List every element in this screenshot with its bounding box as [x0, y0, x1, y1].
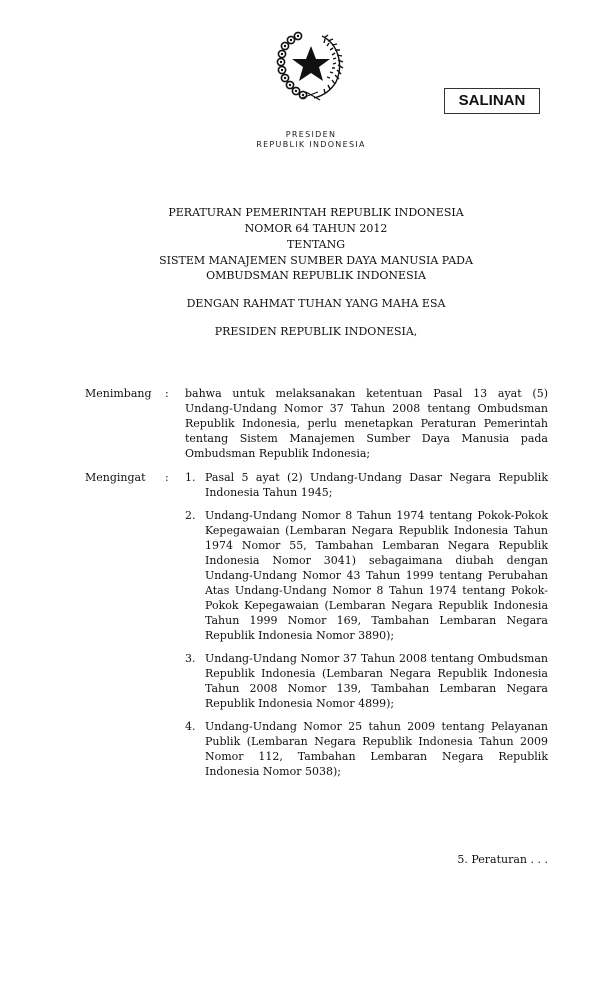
list-item — [185, 719, 548, 779]
list-number: 1. — [185, 471, 196, 484]
menimbang-text: bahwa untuk melaksanakan ketentuan Pasal 13 ayat (5) Undang-Undang Nomor 37 Tahun 2008 tentang Ombudsman Republik Indonesia, perlu menetapkan Peraturan Pemerintah tentang Sistem Manajemen Sumber Daya Manusia pada Ombudsman Republik Indonesia; — [185, 387, 548, 460]
list-item — [185, 508, 548, 643]
mengingat-section — [85, 470, 548, 787]
list-text: Undang-Undang Nomor 37 Tahun 2008 tentang Ombudsman Republik Indonesia (Lembaran Negara Republik Indonesia Tahun 2008 Nomor 139, Tambahan Lembaran Negara Republik Indonesia Nomor 4899); — [205, 652, 548, 710]
list-text: Undang-Undang Nomor 25 tahun 2009 tentang Pelayanan Publik (Lembaran Negara Republik Indonesia Tahun 2009 Nomor 112, Tambahan Lembaran Negara Republik Indonesia Nomor 5038); — [205, 720, 548, 778]
tentang-label: TENTANG — [286, 238, 346, 251]
list-number: 2. — [185, 509, 196, 522]
list-item — [185, 470, 548, 500]
preamble-president: PRESIDEN REPUBLIK INDONESIA, — [214, 325, 418, 338]
garuda-emblem-icon — [272, 24, 352, 104]
menimbang-colon: : — [165, 387, 169, 400]
regulation-number: NOMOR 64 TAHUN 2012 — [244, 222, 388, 235]
mengingat-colon: : — [165, 471, 169, 484]
page-continuation: 5. Peraturan . . . — [457, 853, 548, 866]
mengingat-list — [185, 470, 548, 787]
regulation-title: PERATURAN PEMERINTAH REPUBLIK INDONESIA — [168, 206, 464, 219]
list-item — [185, 651, 548, 711]
menimbang-section — [85, 386, 548, 461]
preamble-blessing: DENGAN RAHMAT TUHAN YANG MAHA ESA — [186, 297, 446, 310]
list-text: Pasal 5 ayat (2) Undang-Undang Dasar Negara Republik Indonesia Tahun 1945; — [205, 471, 548, 499]
salinan-stamp: SALINAN — [444, 88, 540, 114]
regulation-subject-line2: OMBUDSMAN REPUBLIK INDONESIA — [206, 269, 426, 282]
mengingat-label: Mengingat — [85, 471, 146, 484]
presiden-line: PRESIDEN — [285, 130, 337, 139]
list-number: 4. — [185, 720, 196, 733]
menimbang-label: Menimbang — [85, 387, 152, 400]
list-number: 3. — [185, 652, 196, 665]
presiden-header — [216, 130, 406, 150]
republik-line: REPUBLIK INDONESIA — [256, 140, 366, 149]
document-title-block — [100, 205, 532, 340]
regulation-subject-line1: SISTEM MANAJEMEN SUMBER DAYA MANUSIA PADA — [159, 254, 473, 267]
list-text: Undang-Undang Nomor 8 Tahun 1974 tentang Pokok-Pokok Kepegawaian (Lembaran Negara Republik Indonesia Tahun 1974 Nomor 55, Tambahan Lembaran Negara Republik Indonesia Nomor 3041) sebagaimana diubah dengan Undang-Undang Nomor 43 Tahun 1999 tentang Perubahan Atas Undang-Undang Nomor 8 Tahun 1974 tentang Pokok-Pokok Kepegawaian (Lembaran Negara Republik Indonesia Tahun 1999 Nomor 169, Tambahan Lembaran Negara Republik Indonesia Nomor 3890); — [205, 509, 548, 642]
